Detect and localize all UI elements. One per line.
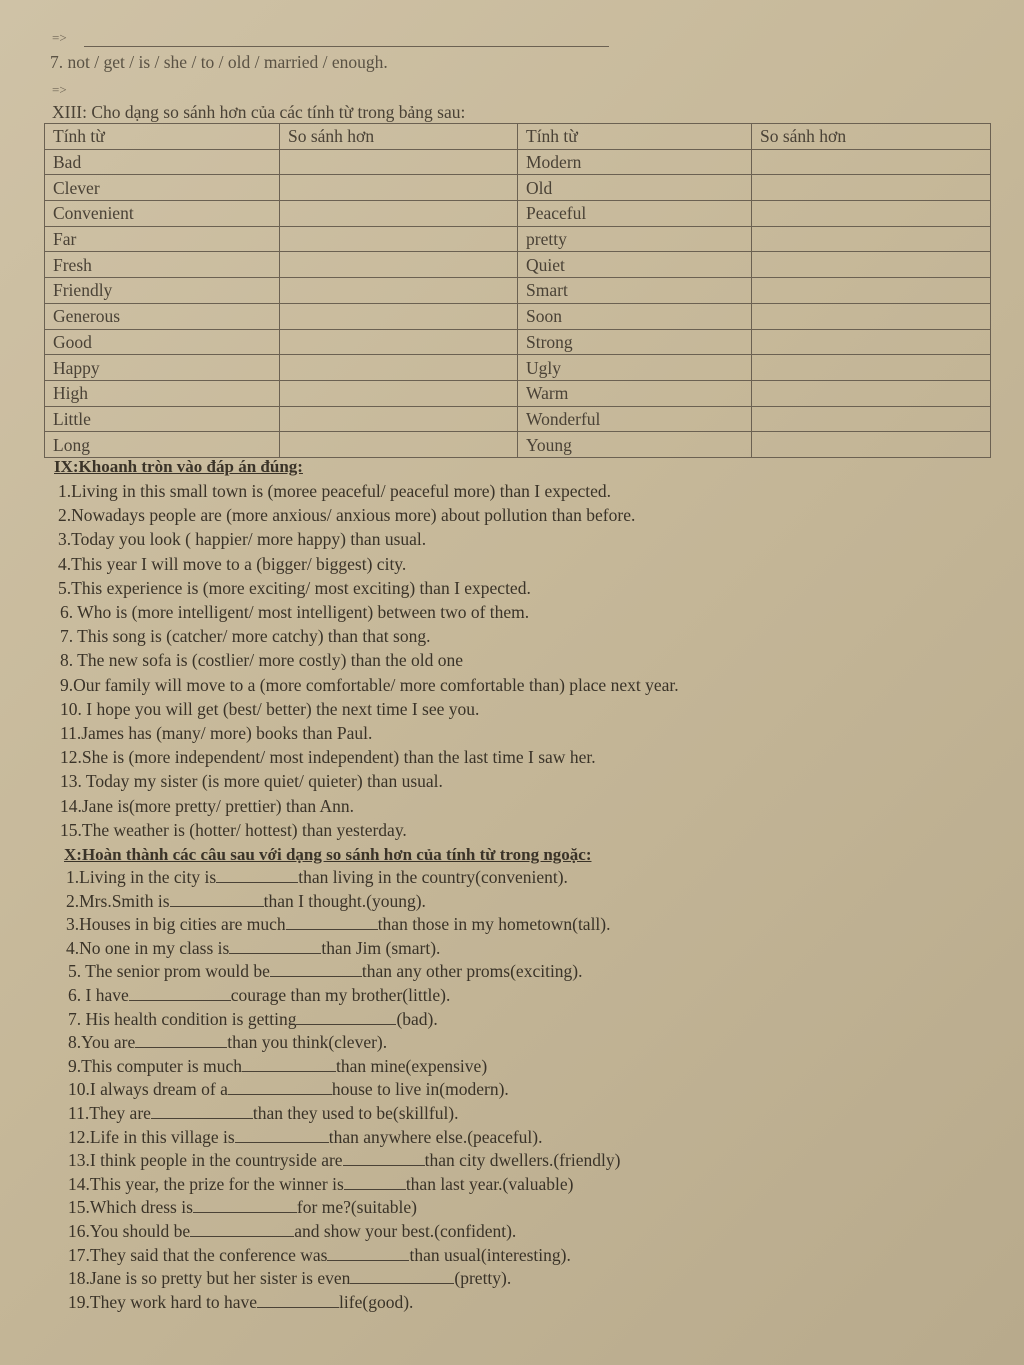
sentence-start: 15.Which dress is	[68, 1197, 193, 1218]
answer-blank[interactable]	[350, 1269, 454, 1284]
sentence-start: 14.This year, the prize for the winner is	[68, 1173, 344, 1194]
multiple-choice-item: 15.The weather is (hotter/ hottest) than yesterday.	[60, 819, 407, 840]
sentence-end: and show your best.(confident).	[294, 1221, 517, 1241]
answer-blank[interactable]	[344, 1175, 406, 1190]
answer-blank[interactable]	[170, 892, 264, 907]
sentence-end: house to live in(modern).	[331, 1079, 509, 1100]
comparative-answer-cell[interactable]	[752, 432, 991, 458]
comparative-answer-cell[interactable]	[752, 329, 991, 355]
answer-blank[interactable]	[135, 1033, 227, 1048]
sentence-end: than you think(clever).	[227, 1032, 388, 1053]
adjective-cell: Little	[45, 406, 280, 432]
comparative-answer-cell[interactable]	[280, 149, 518, 175]
multiple-choice-item: 8. The new sofa is (costlier/ more costly) than the old one	[60, 650, 464, 671]
adjective-cell: Fresh	[45, 252, 280, 278]
sentence-end: than city dwellers.(friendly)	[424, 1150, 621, 1171]
sentence-start: 16.You should be	[68, 1221, 191, 1241]
table-row	[45, 278, 991, 304]
sentence-end: (pretty).	[454, 1268, 512, 1289]
answer-blank[interactable]	[296, 1010, 396, 1025]
arrow-mark: =>	[52, 82, 67, 97]
multiple-choice-item: 1.Living in this small town is (moree peaceful/ peaceful more) than I expected.	[58, 481, 612, 501]
answer-blank[interactable]	[151, 1104, 253, 1119]
multiple-choice-item: 3.Today you look ( happier/ more happy) than usual.	[58, 529, 427, 550]
adjective-cell: Quiet	[518, 252, 752, 278]
adjective-cell: Far	[45, 226, 280, 252]
adjective-cell: Bad	[45, 149, 280, 175]
answer-blank[interactable]	[235, 1128, 329, 1143]
adjective-cell: Smart	[518, 278, 752, 304]
adjective-cell: Modern	[518, 149, 752, 175]
comparative-answer-cell[interactable]	[280, 175, 518, 201]
answer-blank[interactable]	[270, 962, 362, 977]
sentence-start: 7. His health condition is getting	[68, 1008, 297, 1029]
table-row	[45, 303, 991, 329]
comparative-answer-cell[interactable]	[280, 252, 518, 278]
adjective-cell: Ugly	[518, 355, 752, 381]
table-header-row	[45, 124, 991, 150]
multiple-choice-item: 11.James has (many/ more) books than Paul.	[60, 723, 373, 743]
multiple-choice-item: 9.Our family will move to a (more comfortable/ more comfortable than) place next year.	[60, 674, 679, 695]
section-x-title: X:Hoàn thành các câu sau với dạng so sánh hơn của tính từ trong ngoặc:	[64, 845, 592, 864]
adjective-cell: pretty	[518, 226, 752, 252]
comparative-answer-cell[interactable]	[752, 252, 991, 278]
multiple-choice-item: 10. I hope you will get (best/ better) the next time I see you.	[60, 698, 480, 719]
answer-line	[84, 46, 609, 47]
answer-blank[interactable]	[257, 1293, 339, 1308]
multiple-choice-item: 13. Today my sister (is more quiet/ quieter) than usual.	[60, 771, 443, 792]
table-row	[45, 201, 991, 227]
adjective-cell: Warm	[518, 380, 752, 406]
answer-blank[interactable]	[216, 868, 298, 883]
multiple-choice-item: 7. This song is (catcher/ more catchy) than that song.	[60, 626, 431, 647]
fill-blank-item	[68, 1150, 620, 1171]
adjective-cell: Young	[518, 432, 752, 458]
multiple-choice-item: 4.This year I will move to a (bigger/ biggest) city.	[58, 553, 407, 574]
fill-blank-item	[66, 891, 426, 912]
comparative-answer-cell[interactable]	[752, 406, 991, 432]
adjective-cell: Clever	[45, 175, 280, 201]
sentence-start: 12.Life in this village is	[68, 1126, 235, 1147]
sentence-end: (bad).	[396, 1008, 438, 1029]
fill-blank-item	[68, 1221, 516, 1242]
fill-blank-item	[68, 1056, 487, 1077]
table-row	[45, 329, 991, 355]
section-ix-title: IX:Khoanh tròn vào đáp án đúng:	[54, 457, 303, 476]
comparative-table	[44, 123, 991, 458]
adjective-cell: Convenient	[45, 201, 280, 227]
sentence-start: 8.You are	[68, 1032, 136, 1053]
comparative-answer-cell[interactable]	[280, 226, 518, 252]
fill-blank-item	[68, 1009, 438, 1030]
fill-blank-item	[68, 1268, 511, 1289]
fill-blank-item	[68, 961, 583, 982]
adjective-cell: Generous	[45, 303, 280, 329]
comparative-answer-cell[interactable]	[752, 380, 991, 406]
table-row	[45, 432, 991, 458]
table-row	[45, 226, 991, 252]
sentence-start: 13.I think people in the countryside are	[68, 1150, 343, 1171]
fill-blank-item	[68, 1245, 571, 1266]
answer-blank[interactable]	[190, 1222, 294, 1237]
comparative-answer-cell[interactable]	[280, 303, 518, 329]
multiple-choice-item: 12.She is (more independent/ most independent) than the last time I saw her.	[60, 747, 596, 768]
sentence-start: 3.Houses in big cities are much	[66, 914, 286, 935]
sentence-start: 11.They are	[68, 1103, 151, 1123]
sentence-start: 2.Mrs.Smith is	[66, 890, 170, 911]
fill-blank-item	[68, 1127, 543, 1148]
sentence-end: than anywhere else.(peaceful).	[328, 1126, 543, 1147]
answer-blank[interactable]	[242, 1057, 336, 1072]
multiple-choice-item: 14.Jane is(more pretty/ prettier) than Ann.	[60, 795, 355, 816]
comparative-answer-cell[interactable]	[280, 380, 518, 406]
answer-blank[interactable]	[343, 1151, 425, 1166]
fill-blank-item	[68, 985, 450, 1006]
table-row	[45, 252, 991, 278]
comparative-answer-cell[interactable]	[280, 432, 518, 458]
answer-blank[interactable]	[228, 1080, 332, 1095]
sentence-end: than last year.(valuable)	[405, 1173, 574, 1194]
adjective-cell: Wonderful	[518, 406, 752, 432]
adjective-cell: Good	[45, 329, 280, 355]
sentence-end: than living in the country(convenient).	[298, 867, 568, 887]
fill-blank-item	[68, 1079, 509, 1100]
sentence-end: than I thought.(young).	[263, 890, 426, 911]
adjective-cell: Happy	[45, 355, 280, 381]
table-row	[45, 380, 991, 406]
comparative-answer-cell[interactable]	[280, 278, 518, 304]
sentence-start: 4.No one in my class is	[66, 937, 230, 958]
comparative-answer-cell[interactable]	[752, 355, 991, 381]
comparative-answer-cell[interactable]	[280, 201, 518, 227]
fill-blank-item	[68, 1174, 573, 1195]
comparative-answer-cell[interactable]	[752, 303, 991, 329]
comparative-answer-cell[interactable]	[752, 149, 991, 175]
comparative-answer-cell[interactable]	[280, 329, 518, 355]
adjective-cell: Long	[45, 432, 280, 458]
fill-blank-item	[68, 1103, 459, 1124]
adjective-cell: High	[45, 380, 280, 406]
table-row	[45, 355, 991, 381]
comparative-answer-cell[interactable]	[752, 278, 991, 304]
sentence-start: 5. The senior prom would be	[68, 961, 270, 982]
answer-blank[interactable]	[193, 1198, 297, 1213]
sentence-end: courage than my brother(little).	[230, 985, 451, 1005]
sentence-start: 10.I always dream of a	[68, 1079, 228, 1100]
question-7: 7. not / get / is / she / to / old / married / enough.	[50, 52, 388, 72]
sentence-end: than any other proms(exciting).	[361, 961, 583, 982]
multiple-choice-item: 5.This experience is (more exciting/ most exciting) than I expected.	[58, 577, 531, 598]
fill-blank-item	[66, 938, 440, 959]
sentence-end: than they used to be(skillful).	[252, 1103, 459, 1123]
sentence-start: 19.They work hard to have	[68, 1291, 258, 1312]
table-row	[45, 406, 991, 432]
header-cell: So sánh hơn	[752, 124, 991, 150]
sentence-start: 9.This computer is much	[68, 1055, 243, 1076]
sentence-end: than Jim (smart).	[321, 937, 441, 958]
sentence-end: than usual(interesting).	[409, 1244, 571, 1265]
adjective-cell: Soon	[518, 303, 752, 329]
adjective-cell: Old	[518, 175, 752, 201]
comparative-answer-cell[interactable]	[280, 355, 518, 381]
sentence-start: 1.Living in the city is	[66, 867, 217, 887]
comparative-answer-cell[interactable]	[752, 226, 991, 252]
multiple-choice-item: 2.Nowadays people are (more anxious/ anxious more) about pollution than before.	[58, 505, 636, 526]
fill-blank-item	[68, 1032, 387, 1053]
adjective-cell: Strong	[518, 329, 752, 355]
sentence-start: 18.Jane is so pretty but her sister is even	[68, 1268, 351, 1289]
header-cell: Tính từ	[45, 124, 280, 150]
adjective-cell: Peaceful	[518, 201, 752, 227]
fill-blank-item	[68, 1292, 413, 1313]
sentence-start: 17.They said that the conference was	[68, 1244, 328, 1265]
sentence-end: for me?(suitable)	[296, 1197, 417, 1218]
arrow-mark: =>	[52, 30, 67, 45]
multiple-choice-item: 6. Who is (more intelligent/ most intelligent) between two of them.	[60, 602, 530, 622]
answer-blank[interactable]	[129, 986, 231, 1001]
section-xiii-title: XIII: Cho dạng so sánh hơn của các tính từ trong bảng sau:	[52, 102, 466, 122]
sentence-end: than mine(expensive)	[336, 1055, 488, 1076]
fill-blank-item	[68, 1197, 417, 1218]
header-cell: Tính từ	[518, 124, 752, 150]
answer-blank[interactable]	[327, 1246, 409, 1261]
sentence-end: than those in my hometown(tall).	[377, 914, 611, 935]
table-row	[45, 175, 991, 201]
answer-blank[interactable]	[229, 939, 321, 954]
sentence-end: life(good).	[339, 1291, 414, 1312]
header-cell: So sánh hơn	[280, 124, 518, 150]
answer-blank[interactable]	[286, 915, 378, 930]
comparative-answer-cell[interactable]	[752, 175, 991, 201]
fill-blank-item	[66, 867, 568, 888]
comparative-answer-cell[interactable]	[752, 201, 991, 227]
table-row	[45, 149, 991, 175]
fill-blank-item	[66, 914, 611, 935]
sentence-start: 6. I have	[68, 985, 129, 1005]
comparative-answer-cell[interactable]	[280, 406, 518, 432]
adjective-cell: Friendly	[45, 278, 280, 304]
